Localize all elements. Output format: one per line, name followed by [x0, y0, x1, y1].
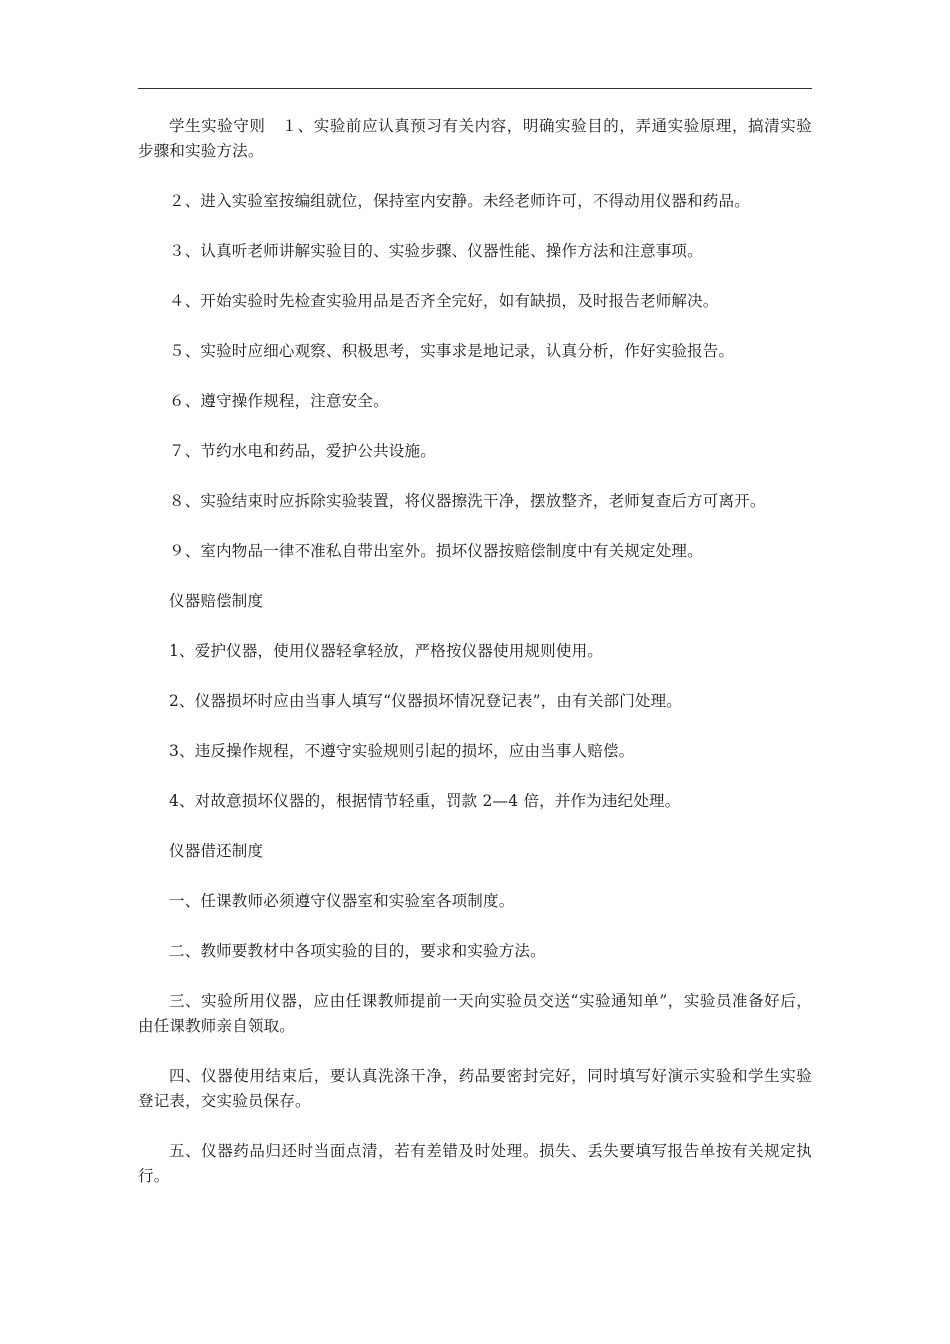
paragraph-rules-4: ４、开始实验时先检查实验用品是否齐全完好，如有缺损，及时报告老师解决。 — [169, 292, 719, 310]
section-heading-borrowing: 仪器借还制度 — [169, 842, 264, 860]
paragraph-rules-6: ６、遵守操作规程，注意安全。 — [169, 392, 389, 410]
paragraph-compensation-2: 2、仪器损坏时应由当事人填写“仪器损坏情况登记表”，由有关部门处理。 — [169, 692, 683, 710]
paragraph-rules-1: 学生实验守则 １、实验前应认真预习有关内容，明确实验目的，弄通实验原理，搞清实验步骤和实验方法。 — [138, 117, 812, 160]
paragraph-rules-2: ２、进入实验室按编组就位，保持室内安静。未经老师许可，不得动用仪器和药品。 — [169, 192, 750, 210]
paragraph-borrowing-1: 一、任课教师必须遵守仪器室和实验室各项制度。 — [169, 892, 515, 910]
paragraph-borrowing-2: 二、教师要教材中各项实验的目的，要求和实验方法。 — [169, 942, 546, 960]
section-heading-compensation: 仪器赔偿制度 — [169, 592, 264, 610]
paragraph-compensation-4: 4、对故意损坏仪器的，根据情节轻重，罚款 2—4 倍，并作为违纪处理。 — [169, 792, 681, 810]
paragraph-rules-5: ５、实验时应细心观察、积极思考，实事求是地记录，认真分析，作好实验报告。 — [169, 342, 735, 360]
paragraph-compensation-1: 1、爱护仪器，使用仪器轻拿轻放，严格按仪器使用规则使用。 — [169, 642, 603, 660]
document-body — [138, 114, 812, 1214]
paragraph-rules-8: ８、实验结束时应拆除实验装置，将仪器擦洗干净，摆放整齐，老师复查后方可离开。 — [169, 492, 766, 510]
document-page — [138, 0, 812, 1344]
paragraph-borrowing-5: 五、仪器药品归还时当面点清，若有差错及时处理。损失、丢失要填写报告单按有关规定执行。 — [138, 1142, 812, 1185]
header-rule — [138, 88, 812, 89]
paragraph-borrowing-4: 四、仪器使用结束后，要认真洗涤干净，药品要密封完好，同时填写好演示实验和学生实验登记表，交实验员保存。 — [138, 1067, 812, 1110]
paragraph-rules-9: ９、室内物品一律不准私自带出室外。损坏仪器按赔偿制度中有关规定处理。 — [169, 542, 703, 560]
paragraph-rules-7: ７、节约水电和药品，爱护公共设施。 — [169, 442, 436, 460]
paragraph-rules-3: ３、认真听老师讲解实验目的、实验步骤、仪器性能、操作方法和注意事项。 — [169, 242, 703, 260]
paragraph-borrowing-3: 三、实验所用仪器，应由任课教师提前一天向实验员交送“实验通知单”，实验员准备好后，由任课教师亲自领取。 — [138, 992, 812, 1035]
paragraph-compensation-3: 3、违反操作规程，不遵守实验规则引起的损坏，应由当事人赔偿。 — [169, 742, 635, 760]
